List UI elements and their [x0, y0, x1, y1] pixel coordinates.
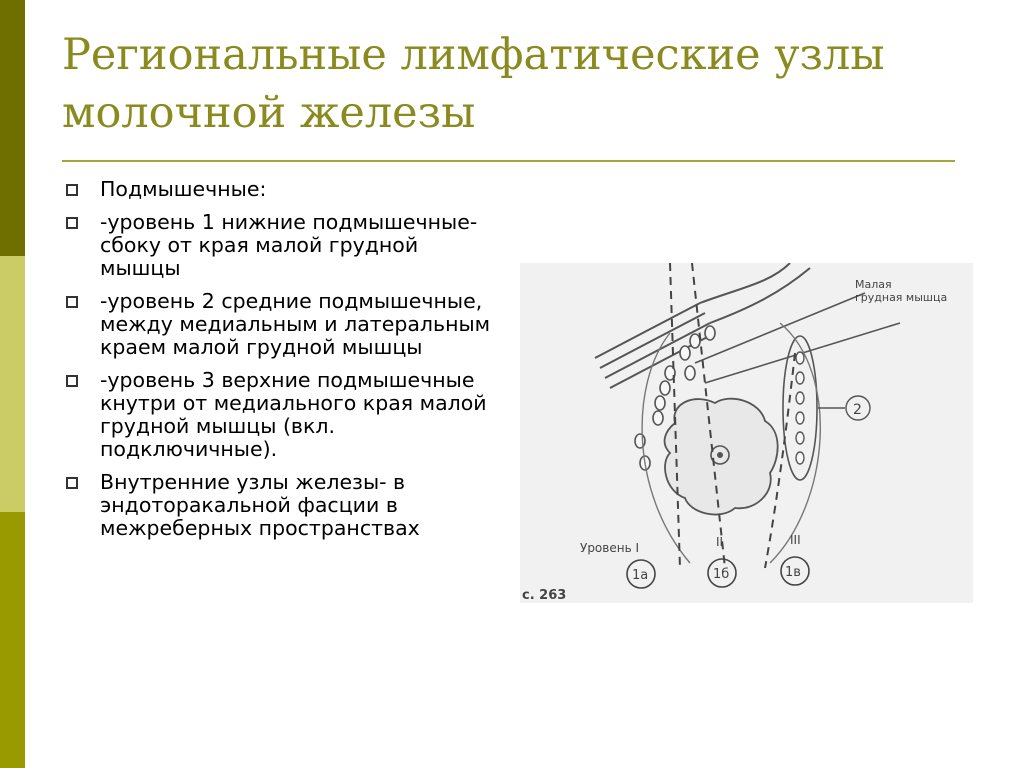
- figure-number: с. 263: [522, 588, 567, 603]
- muscle-label-line1: Малая: [855, 278, 892, 291]
- level-2-roman: II: [716, 535, 724, 549]
- level-3-roman: III: [790, 533, 801, 547]
- square-bullet-icon: [66, 296, 78, 308]
- bullet-item: [64, 211, 504, 280]
- bullet-text: Подмышечные:: [100, 177, 267, 201]
- level-1-label: Уровень I: [580, 541, 639, 555]
- bullet-item: [64, 369, 504, 461]
- level-2-group: [783, 336, 817, 480]
- anatomy-diagram: [520, 263, 973, 603]
- muscle-label-line2: грудная мышца: [855, 291, 948, 304]
- square-bullet-icon: [66, 184, 78, 196]
- sidebar-stripe-middle: [0, 256, 25, 512]
- bullet-text: -уровень 1 нижние подмышечные- сбоку от края малой грудной мышцы: [100, 210, 478, 280]
- circle-1a-label: 1а: [632, 568, 649, 583]
- bullet-text: Внутренние узлы железы- в эндоторакальной фасции в межреберных пространствах: [100, 470, 420, 540]
- bullet-item: [64, 290, 504, 359]
- square-bullet-icon: [66, 217, 78, 229]
- vessels: [595, 263, 810, 388]
- callout-2-label: 2: [853, 402, 862, 418]
- anatomy-diagram-svg: [520, 263, 973, 603]
- sidebar-stripe-bottom: [0, 512, 25, 768]
- bullet-text: -уровень 3 верхние подмышечные кнутри от медиального края малой грудной мышцы (вкл. подключичные).: [100, 368, 487, 461]
- bullet-item: [64, 471, 504, 540]
- slide-title: Региональные лимфатические узлы молочной железы: [62, 30, 885, 138]
- square-bullet-icon: [66, 375, 78, 387]
- bullet-list: [64, 178, 504, 550]
- sidebar-stripe-top: [0, 0, 25, 256]
- square-bullet-icon: [66, 477, 78, 489]
- bullet-text: -уровень 2 средние подмышечные, между медиальным и латеральным краем малой грудной мышцы: [100, 289, 491, 359]
- mammary-gland: [665, 399, 778, 515]
- pectoralis-minor-outline: [695, 293, 900, 383]
- circle-1v-label: 1в: [785, 565, 801, 580]
- circle-1b-label: 1б: [713, 567, 730, 582]
- title-divider: [62, 160, 955, 162]
- bullet-item: [64, 178, 504, 201]
